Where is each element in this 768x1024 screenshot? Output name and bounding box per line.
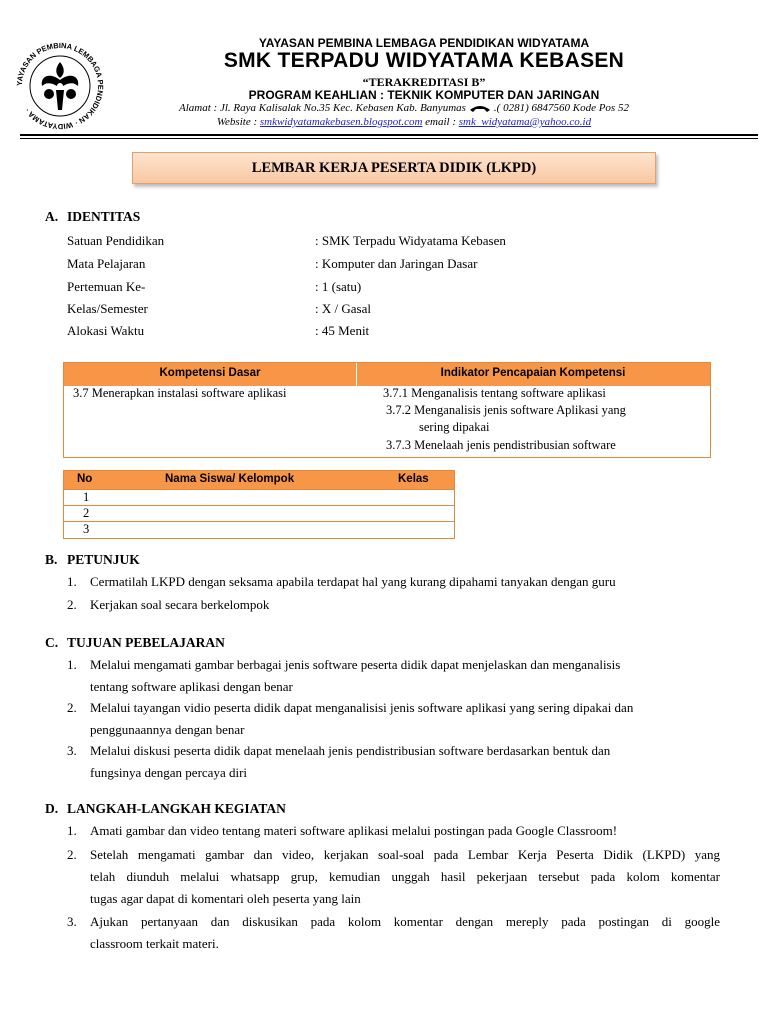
list-text-continued: telah diunduh melalui whatsapp grup, kemudian unggah hasil pekerjaan tersebut pada kolom komentar xyxy=(90,869,720,884)
section-letter: B. xyxy=(45,552,58,567)
competency-table-header xyxy=(64,363,710,386)
identity-value: : 45 Menit xyxy=(315,323,370,338)
indicator-item: 3.7.1 Menganalisis tentang software aplikasi xyxy=(383,386,606,400)
phone-icon xyxy=(469,104,491,113)
foundation-name: YAYASAN PEMBINA LEMBAGA PENDIDIKAN WIDYATAMA xyxy=(258,36,590,50)
identity-value: : X / Gasal xyxy=(315,301,371,316)
row-number: 3 xyxy=(83,522,90,536)
list-number: 1. xyxy=(67,574,77,589)
email-label: email : xyxy=(425,116,457,128)
list-number: 2. xyxy=(67,700,77,715)
list-number: 1. xyxy=(67,657,77,672)
list-number: 2. xyxy=(67,597,77,612)
row-number: 1 xyxy=(83,490,90,504)
list-text: Kerjakan soal secara berkelompok xyxy=(90,597,270,612)
column-header-nama: Nama Siswa/ Kelompok xyxy=(165,473,295,485)
student-table xyxy=(63,470,455,539)
school-name: SMK TERPADU WIDYATAMA KEBASEN xyxy=(223,49,625,72)
column-header-indicator: Indikator Pencapaian Kompetensi xyxy=(440,367,626,379)
identity-label: Satuan Pendidikan xyxy=(67,233,165,248)
section-letter: A. xyxy=(45,209,59,224)
header-rule-thick xyxy=(20,134,758,136)
list-text: Ajukan pertanyaan dan diskusikan pada kolom komentar dengan mereply pada postingan di google xyxy=(90,914,720,929)
list-text: Melalui mengamati gambar berbagai jenis software peserta didik dapat menjelaskan dan menganalisis xyxy=(90,657,621,672)
accreditation: “TERAKREDITASI B” xyxy=(362,75,486,89)
identity-label: Mata Pelajaran xyxy=(67,256,146,271)
list-number: 2. xyxy=(67,847,77,862)
list-text: Cermatilah LKPD dengan seksama apabila terdapat hal yang kurang dipahami tanyakan dengan guru xyxy=(90,574,616,589)
table-row xyxy=(64,489,454,506)
email-link[interactable]: smk_widyatama@yahoo.co.id xyxy=(458,116,592,128)
document-title: LEMBAR KERJA PESERTA DIDIK (LKPD) xyxy=(132,152,656,184)
section-letter: D. xyxy=(45,801,59,816)
identity-value: : Komputer dan Jaringan Dasar xyxy=(315,256,478,271)
identity-label: Pertemuan Ke- xyxy=(67,279,146,294)
list-text-continued: penggunaannya dengan benar xyxy=(90,722,245,737)
svg-text:YAYASAN PEMBINA LEMBAGA PENDID: YAYASAN PEMBINA LEMBAGA PENDIDIKAN · WIDYATAMA · xyxy=(14,40,106,132)
section-tujuan-heading xyxy=(45,635,225,651)
section-langkah-heading xyxy=(45,801,286,817)
list-text-continued: classroom terkait materi. xyxy=(90,936,219,951)
program-name: PROGRAM KEAHLIAN : TEKNIK KOMPUTER DAN JARINGAN xyxy=(248,88,600,102)
column-header-kd: Kompetensi Dasar xyxy=(159,367,261,379)
indicator-item: 3.7.3 Menelaah jenis pendistribusian software xyxy=(386,438,616,452)
competency-table xyxy=(63,362,711,458)
indicator-item-continued: sering dipakai xyxy=(419,420,490,434)
identity-value: : SMK Terpadu Widyatama Kebasen xyxy=(315,233,506,248)
row-number: 2 xyxy=(83,506,90,520)
address-text: Alamat : Jl. Raya Kalisalak No.35 Kec. Kebasen Kab. Banyumas xyxy=(179,102,466,114)
identity-label: Alokasi Waktu xyxy=(67,323,145,338)
section-title: IDENTITAS xyxy=(67,209,141,224)
list-text: Melalui diskusi peserta didik dapat menelaah jenis pendistribusian software berdasarkan bentuk dan xyxy=(90,743,611,758)
section-title: LANGKAH-LANGKAH KEGIATAN xyxy=(67,801,286,816)
list-text: Melalui tayangan vidio peserta didik dapat menganalisisi jenis software aplikasi yang sering dipakai dan xyxy=(90,700,634,715)
phone-text: .( 0281) 6847560 Kode Pos 52 xyxy=(493,102,629,114)
student-table-header xyxy=(64,471,454,489)
website-link[interactable]: smkwidyatamakebasen.blogspot.com xyxy=(259,116,423,128)
list-number: 3. xyxy=(67,743,77,758)
section-title: PETUNJUK xyxy=(67,552,140,567)
address xyxy=(20,102,768,114)
list-text-continued: tugas agar dapat di komentari oleh peserta yang lain xyxy=(90,891,361,906)
contact-line xyxy=(20,116,768,128)
kd-text: 3.7 Menerapkan instalasi software aplikasi xyxy=(73,386,287,400)
list-number: 1. xyxy=(67,823,77,838)
list-number: 3. xyxy=(67,914,77,929)
section-title: TUJUAN PEBELAJARAN xyxy=(67,635,225,650)
list-text-continued: tentang software aplikasi dengan benar xyxy=(90,679,293,694)
table-row xyxy=(64,505,454,522)
column-header-kelas: Kelas xyxy=(398,473,429,485)
table-row xyxy=(64,521,454,538)
list-text-continued: fungsinya dengan percaya diri xyxy=(90,765,248,780)
list-text: Amati gambar dan video tentang materi software aplikasi melalui postingan pada Google Classroom! xyxy=(90,823,618,838)
indicator-item: 3.7.2 Menganalisis jenis software Aplikasi yang xyxy=(386,403,626,417)
section-letter: C. xyxy=(45,635,59,650)
letterhead xyxy=(0,0,768,140)
column-header-no: No xyxy=(77,473,93,485)
identity-value: : 1 (satu) xyxy=(315,279,362,294)
website-label: Website : xyxy=(216,116,258,128)
section-petunjuk-heading xyxy=(45,552,140,568)
section-identitas-heading xyxy=(45,209,140,225)
identity-label: Kelas/Semester xyxy=(67,301,148,316)
header-rule-thin xyxy=(20,138,758,139)
list-text: Setelah mengamati gambar dan video, kerjakan soal-soal pada Lembar Kerja Peserta Didik (LKPD) yang xyxy=(90,847,720,862)
